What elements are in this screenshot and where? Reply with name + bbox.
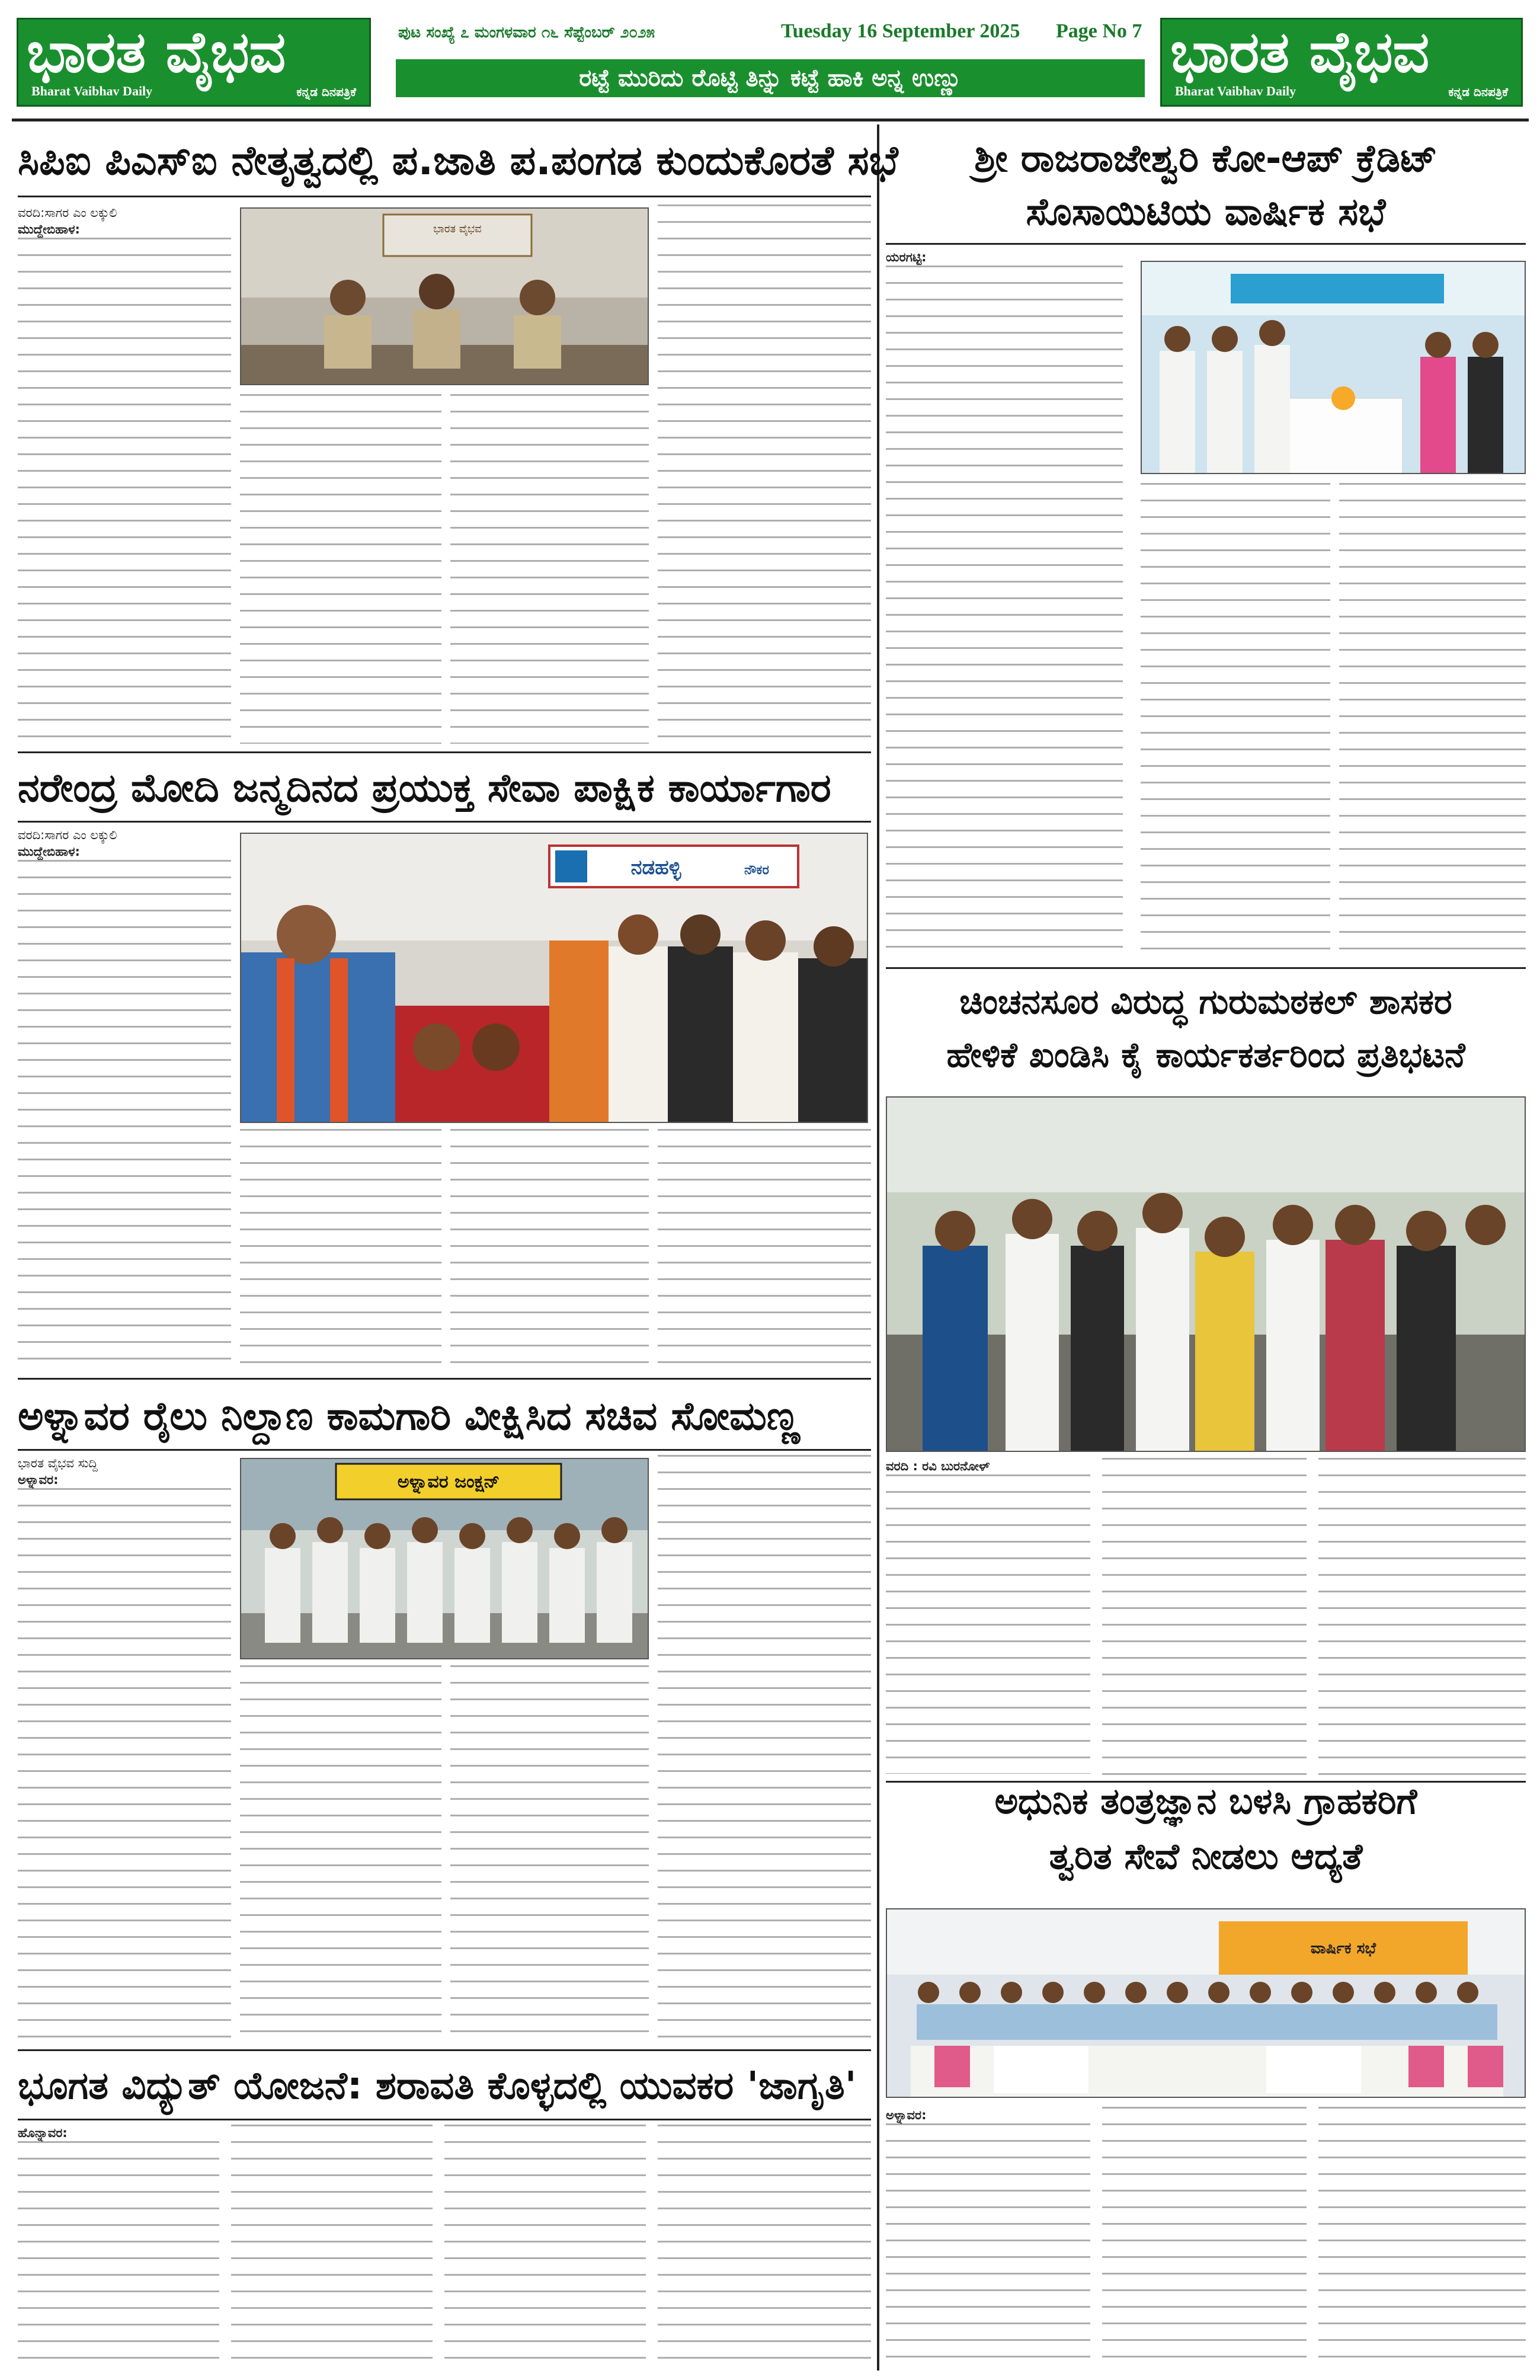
a4-text-col4 bbox=[658, 2125, 871, 2368]
a2-text-col2 bbox=[240, 1129, 441, 1372]
photo-a3-image bbox=[241, 1459, 649, 1659]
photo-b3[interactable] bbox=[886, 1908, 1526, 2098]
masthead-logo-left[interactable] bbox=[17, 18, 371, 107]
a2-byline: ವರದಿ:ಸಾಗರ ಎಂ ಲಕ್ಕುಲಿ bbox=[18, 828, 117, 842]
logo-title: ಭಾರತ ವೈಭವ bbox=[27, 18, 286, 85]
b3-text-col2 bbox=[1102, 2107, 1307, 2371]
masthead-rule bbox=[12, 119, 1529, 121]
photo-b2-image bbox=[887, 1098, 1526, 1452]
a4-text-col2 bbox=[231, 2125, 433, 2368]
headline-a2[interactable]: ನರೇಂದ್ರ ಮೋದಿ ಜನ್ಮದಿನದ ಪ್ರಯುಕ್ತ ಸೇವಾ ಪಾಕ್ಷಿಕ ಕಾರ್ಯಾಗಾರ bbox=[18, 765, 831, 811]
a4-rule bbox=[18, 2119, 871, 2120]
headline-b1-line1[interactable]: ಶ್ರೀ ರಾಜರಾಜೇಶ್ವರಿ ಕೋ-ಆಪ್ ಕ್ರೆಡಿಟ್ bbox=[974, 137, 1437, 181]
b1-text-col2 bbox=[1141, 483, 1330, 960]
headline-b2-line1[interactable]: ಚಿಂಚನಸೂರ ವಿರುದ್ಧ ಗುರುಮಠಕಲ್ ಶಾಸಕರ bbox=[959, 981, 1452, 1022]
logo-english: Bharat Vaibhav Daily bbox=[31, 84, 153, 98]
headline-a3[interactable]: ಅಳ್ನಾವರ ರೈಲು ನಿಲ್ದಾಣ ಕಾಮಗಾರಿ ವೀಕ್ಷಿಸಿದ ಸಚಿವ ಸೋಮಣ್ಣ bbox=[18, 1393, 800, 1439]
b1-text-col3 bbox=[1339, 483, 1526, 960]
headline-a4[interactable]: ಭೂಗತ ವಿದ್ಯುತ್ ಯೋಜನೆ: ಶರಾವತಿ ಕೊಳ್ಳದಲ್ಲಿ ಯುವಕರ 'ಜಾಗೃತಿ' bbox=[18, 2064, 857, 2108]
b3-text-col3 bbox=[1318, 2107, 1526, 2371]
b3-text-col1 bbox=[886, 2107, 1090, 2371]
p6-banner-text: ವಾರ್ಷಿಕ ಸಭೆ bbox=[1310, 1940, 1376, 1957]
a2-bottom-rule bbox=[18, 1378, 871, 1380]
logo-english-right: Bharat Vaibhav Daily bbox=[1175, 84, 1296, 98]
b1-dateline: ಯರಗಟ್ಟಿ: bbox=[886, 250, 927, 264]
headline-b2-line2[interactable]: ಹೇಳಿಕೆ ಖಂಡಿಸಿ ಕೈ ಕಾರ್ಯಕರ್ತರಿಂದ ಪ್ರತಿಭಟನೆ bbox=[946, 1035, 1465, 1075]
a4-text-col1 bbox=[18, 2125, 219, 2368]
page-number: Page No 7 bbox=[1056, 20, 1142, 42]
column-divider bbox=[877, 124, 879, 2371]
a3-text-col1 bbox=[18, 1455, 231, 2042]
issue-kannada: ಪುಟ ಸಂಖ್ಯೆ ೭ ಮಂಗಳವಾರ ೧೬ ಸೆಪ್ಟೆಂಬರ್ ೨೦೨೫ bbox=[398, 24, 655, 41]
headline-b3-line2[interactable]: ತ್ವರಿತ ಸೇವೆ ನೀಡಲು ಆದ್ಯತೆ bbox=[1049, 1836, 1363, 1877]
photo-a1[interactable] bbox=[240, 207, 649, 385]
a4-dateline: ಹೊನ್ನಾವರ: bbox=[18, 2126, 68, 2140]
a1-text-lines bbox=[18, 238, 231, 741]
a1-dateline: ಮುದ್ದೇಬಿಹಾಳ: bbox=[18, 222, 80, 236]
a3-dateline: ಅಳ್ನಾವರ: bbox=[18, 1473, 59, 1487]
a3-bottom-rule bbox=[18, 2049, 871, 2051]
photo-b3-image bbox=[887, 1909, 1526, 2098]
a2-rule bbox=[18, 821, 871, 823]
a1-rule bbox=[18, 196, 871, 197]
photo-b1[interactable] bbox=[1141, 261, 1526, 474]
photo-b2[interactable] bbox=[886, 1096, 1526, 1452]
photo-a3[interactable] bbox=[240, 1458, 649, 1659]
a1-byline: ವರದಿ:ಸಾಗರ ಎಂ ಲಕ್ಕುಲಿ bbox=[18, 206, 117, 220]
b1-rule bbox=[886, 243, 1526, 245]
a1-text-col3 bbox=[450, 394, 649, 744]
headline-b3-line1[interactable]: ಅಧುನಿಕ ತಂತ್ರಜ್ಞಾನ ಬಳಸಿ ಗ್ರಾಹಕರಿಗೆ bbox=[994, 1781, 1417, 1822]
a3-text-col4 bbox=[658, 1455, 871, 2042]
a2-text-col4 bbox=[658, 1129, 871, 1372]
photo-a2[interactable] bbox=[240, 833, 868, 1123]
a3-text-col3 bbox=[450, 1665, 649, 2042]
a3-text-col2 bbox=[240, 1665, 441, 2042]
b3-dateline: ಅಳ್ನಾವರ: bbox=[886, 2108, 927, 2122]
b1-bottom-rule bbox=[886, 967, 1526, 969]
a1-bottom-rule bbox=[18, 751, 871, 753]
logo-title-right: ಭಾರತ ವೈಭವ bbox=[1170, 18, 1430, 85]
p3-sign-text: ಅಳ್ನಾವರ ಜಂಕ್ಷನ್ bbox=[397, 1471, 500, 1492]
a4-text-col3 bbox=[444, 2125, 646, 2368]
masthead-logo-right[interactable] bbox=[1160, 18, 1523, 107]
a2-dateline: ಮುದ್ದೇಬಿಹಾಳ: bbox=[18, 844, 80, 859]
a1-text-col2 bbox=[240, 394, 441, 744]
b2-byline: ವರದಿ : ರವಿ ಬುರನೋಳ್ bbox=[886, 1459, 990, 1473]
a3-byline: ಭಾರತ ವೈಭವ ಸುದ್ದಿ bbox=[18, 1456, 98, 1470]
p2-banner-text: ನಡಹಳ್ಳಿ bbox=[630, 856, 681, 879]
a1-text-col4 bbox=[658, 204, 871, 744]
headline-a1[interactable]: ಸಿಪಿಐ ಪಿಎಸ್‌ಐ ನೇತೃತ್ವದಲ್ಲಿ ಪ.ಜಾತಿ ಪ.ಪಂಗಡ ಕುಂದುಕೊರತೆ ಸಭೆ bbox=[18, 137, 898, 184]
logo-kannada-sub: ಕನ್ನಡ ದಿನಪತ್ರಿಕೆ bbox=[296, 85, 356, 99]
a1-text-col1 bbox=[18, 204, 231, 744]
b2-text-col2 bbox=[1102, 1458, 1307, 1775]
b2-text-col1 bbox=[886, 1458, 1090, 1775]
a3-rule bbox=[18, 1449, 871, 1451]
tagline: ರಟ್ಟೆ ಮುರಿದು ರೊಟ್ಟಿ ತಿನ್ನು ಕಟ್ಟೆ ಹಾಕಿ ಅನ್ನ ಉಣ್ಣು bbox=[396, 59, 1145, 97]
b1-text-col1 bbox=[886, 249, 1123, 960]
photo-a1-image bbox=[241, 209, 649, 385]
p2-banner-tail: ನೌಕರ bbox=[744, 863, 769, 878]
p1-sign-text: ಭಾರತ ವೈಭವ bbox=[433, 223, 482, 235]
b2-text-col3 bbox=[1318, 1458, 1526, 1775]
photo-b1-image bbox=[1142, 262, 1526, 474]
headline-b1-line2[interactable]: ಸೊಸಾಯಿಟಿಯ ವಾರ್ಷಿಕ ಸಭೆ bbox=[1026, 190, 1386, 234]
a2-text-col1 bbox=[18, 827, 231, 1372]
a2-text-col3 bbox=[450, 1129, 649, 1372]
logo-kannada-sub-right: ಕನ್ನಡ ದಿನಪತ್ರಿಕೆ bbox=[1448, 85, 1508, 99]
photo-a2-image bbox=[241, 834, 868, 1123]
date-english: Tuesday 16 September 2025 bbox=[781, 20, 1020, 42]
